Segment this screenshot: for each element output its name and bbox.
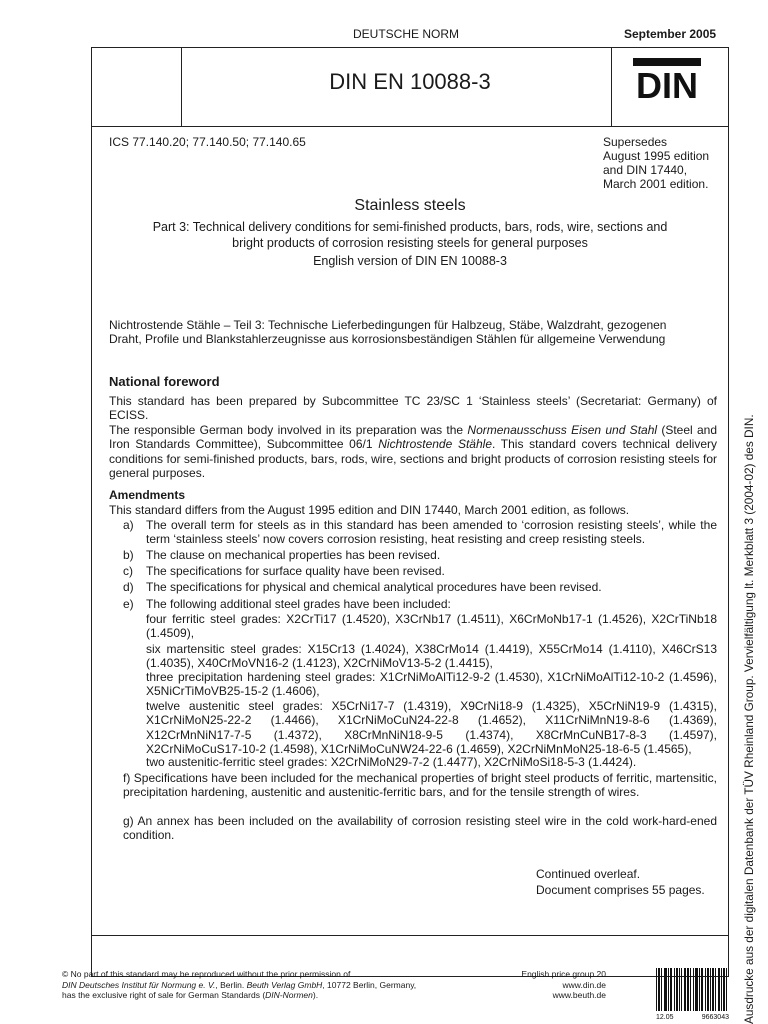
barcode-bar: [710, 968, 711, 1011]
list-text: [123, 771, 717, 800]
part-title: [91, 219, 729, 251]
barcode-bar: [658, 968, 659, 1011]
barcode-bar: [697, 968, 698, 1011]
text-run: DIN-Normen: [265, 990, 313, 1000]
barcode-bar: [684, 968, 685, 1011]
norm-label: DEUTSCHE NORM: [353, 27, 460, 41]
barcode-bar: [705, 968, 706, 1011]
barcode-bar: [708, 968, 709, 1011]
foreword-heading: National foreword: [109, 374, 220, 389]
text-run: has the exclusive right of sale for German Standards (: [62, 990, 266, 1000]
barcode-left-number: 12.05: [656, 1014, 674, 1020]
barcode-bar: [661, 968, 662, 1011]
barcode-bar: [685, 968, 686, 1011]
beuth-url[interactable]: www.beuth.de: [552, 990, 606, 1000]
list-label: e): [123, 597, 134, 611]
list-text: The specifications for physical and chemical analytical procedures have been revised.: [146, 580, 602, 594]
barcode-bar: [664, 968, 665, 1011]
divider: [92, 126, 728, 127]
din-logo-icon: [633, 58, 701, 102]
barcode-bar: [688, 968, 689, 1011]
text-run: Beuth Verlag GmbH: [246, 979, 323, 990]
part-title-line: Part 3: Technical delivery conditions for semi-finished products, bars, rods, wire, sections and: [152, 220, 668, 234]
steel-grade-group: six martensitic steel grades: X15Cr13 (1.4024), X38CrMo14 (1.4419), X55CrMo14 (1.4110), X46CrS13 (1.4035), X40CrMoVN16-2 (1.4123), X2CrNiMoV13-5-2 (1.4415),: [146, 642, 717, 671]
german-title-line: Draht, Profile und Blankstahlerzeugnisse aus korrosionsbeständigen Stählen für allgemeine Verwendung: [109, 332, 666, 346]
supersedes-line: and DIN 17440,: [603, 163, 688, 177]
barcode-bar: [681, 968, 682, 1011]
barcode: [656, 968, 729, 1020]
barcode-bar: [696, 968, 697, 1011]
barcode-bar: [670, 968, 671, 1011]
list-text: The overall term for steels as in this standard has been amended to ‘corrosion resisting steels’, while the term ‘stainless steels’ now covers corrosion resisting, heat resisting and creep resisting steels.: [146, 518, 717, 547]
barcode-bar: [695, 968, 696, 1011]
copyright-notice: [62, 969, 502, 1001]
barcode-bar: [707, 968, 708, 1011]
list-item: [109, 771, 717, 815]
barcode-bar: [723, 968, 724, 1011]
barcode-bar: [693, 968, 694, 1011]
barcode-bar: [699, 968, 700, 1011]
foreword-paragraph: [109, 423, 717, 480]
title-box: [91, 47, 729, 125]
barcode-bar: [724, 968, 725, 1011]
list-text: The clause on mechanical properties has been revised.: [146, 548, 441, 562]
english-version: English version of DIN EN 10088-3: [313, 254, 507, 268]
supersedes-line: August 1995 edition: [603, 149, 710, 163]
text-run: . This standard covers technical delivery conditions for semi-finished products, bars, rods, wire, sections and bright products of corrosion resisting steels for general purposes.: [109, 437, 717, 480]
copyright-line: [62, 980, 502, 991]
supersedes-line: March 2001 edition.: [603, 177, 709, 191]
list-text: The following additional steel grades have been included:: [146, 597, 451, 611]
barcode-right-number: 9663043: [701, 1014, 729, 1020]
barcode-bar: [666, 968, 667, 1011]
text-run: DIN Deutsches Institut für Normung e. V.: [62, 979, 216, 990]
document-number: DIN EN 10088-3: [329, 69, 491, 94]
din-url[interactable]: www.din.de: [562, 979, 606, 990]
page-count: Document comprises 55 pages.: [536, 883, 705, 897]
barcode-bar: [701, 968, 702, 1011]
barcode-bar: [659, 968, 660, 1011]
text-run: ).: [312, 990, 319, 1000]
divider: [92, 935, 728, 936]
barcode-bar: [712, 968, 713, 1011]
list-label: b): [123, 548, 134, 562]
part-title-line: bright products of corrosion resisting steels for general purposes: [232, 236, 588, 250]
price-group: English price group 20: [521, 969, 606, 979]
barcode-bar: [719, 968, 720, 1011]
german-title: [109, 318, 721, 346]
barcode-bar: [726, 968, 727, 1011]
list-item: [109, 814, 717, 844]
barcode-bar: [718, 968, 719, 1011]
text-run: Nichtrostende Stähle: [378, 437, 492, 452]
list-label: c): [123, 564, 133, 578]
issue-date: September 2005: [624, 27, 717, 41]
text-run: (Steel and Iron Standards Committee), Subcommittee 06/1: [109, 423, 717, 452]
german-title-line: Nichtrostende Stähle – Teil 3: Technische Lieferbedingungen für Halbzeug, Stäbe, Walzdraht, gezogenen: [109, 318, 667, 332]
barcode-bar: [676, 968, 677, 1011]
barcode-bar: [713, 968, 714, 1011]
text-run: An annex has been included on the availability of corrosion resisting steel wire in the cold work-hard-ened condition.: [123, 814, 717, 843]
barcode-bar: [687, 968, 688, 1011]
foreword-paragraph: This standard has been prepared by Subcommittee TC 23/SC 1 ‘Stainless steels’ (Secretariat: Germany) of ECISS.: [109, 394, 717, 423]
standard-title: Stainless steels: [354, 197, 466, 214]
text-run: , 10772 Berlin, Germany,: [322, 979, 417, 990]
price-info: [508, 969, 606, 1001]
barcode-bar: [668, 968, 669, 1011]
list-label: d): [123, 580, 134, 594]
list-label: g): [123, 814, 134, 828]
list-text: The specifications for surface quality have been revised.: [146, 564, 445, 578]
text-run: Specifications have been included for the mechanical properties of bright steel products of ferritic, martensitic, precipitation hardening, austenitic and austenitic-ferritic bars, and for the tensile strength of wires.: [123, 771, 717, 800]
barcode-bar: [674, 968, 675, 1011]
copyright-line: [62, 990, 502, 1001]
list-text: [123, 814, 717, 843]
amendments-heading: Amendments: [109, 488, 186, 502]
ics-codes: ICS 77.140.20; 77.140.50; 77.140.65: [109, 135, 306, 149]
barcode-bar: [715, 968, 716, 1011]
barcode-bar: [665, 968, 666, 1011]
copyright-line: © No part of this standard may be reproduced without the prior permission of: [62, 969, 351, 979]
barcode-bar: [656, 968, 657, 1011]
side-note: Ausdrucke aus der digitalen Datenbank der TÜV Rheinland Group. Vervielfältigung lt. Merkblatt 3 (2004-02) des DIN.: [742, 414, 756, 1024]
supersedes-block: [603, 135, 709, 191]
list-label: a): [123, 518, 134, 532]
steel-grade-group: three precipitation hardening steel grades: X1CrNiMoAlTi12-9-2 (1.4530), X1CrNiMoAlTi12-10-2 (1.4596), X5NiCrTiMoVB25-15-2 (1.4606),: [146, 670, 717, 699]
list-label: f): [123, 771, 131, 785]
amendments-intro: This standard differs from the August 1995 edition and DIN 17440, March 2001 edition, as follows.: [109, 503, 630, 517]
logo-text: DIN: [636, 65, 698, 102]
text-run: The responsible German body involved in its preparation was the: [109, 423, 468, 437]
barcode-bar: [679, 968, 680, 1011]
steel-grade-group: two austenitic-ferritic steel grades: X2CrNiMoN29-7-2 (1.4477), X2CrNiMoSi18-5-3 (1.4424).: [146, 755, 637, 769]
steel-grade-group: twelve austenitic steel grades: X5CrNi17-7 (1.4319), X9CrNi18-9 (1.4325), X5CrNiN19-9 (1.4315), X1CrNiMoN25-22-2 (1.4466), X1CrNiMoCuN24-22-8 (1.4652), X11CrNiMnN19-8-6 (1.4369), X12CrMnNiN17-7-5 (1.4372), X8CrMnNiN18-9-5 (1.4374), X8CrMnCuNB17-8-3 (1.4597), X2CrNiMoCuS17-10-2 (1.4598), X1CrNiMoCuNW24-22-6 (1.4659), X2CrNiMnMoN25-18-6-5 (1.4565),: [146, 699, 717, 756]
continued-note: Continued overleaf.: [536, 867, 641, 881]
barcode-bar: [702, 968, 703, 1011]
barcode-bar: [690, 968, 691, 1011]
barcode-bar: [721, 968, 722, 1011]
steel-grade-group: four ferritic steel grades: X2CrTi17 (1.4520), X3CrNb17 (1.4511), X6CrMoNb17-1 (1.4526), X2CrTiNb18 (1.4509),: [146, 612, 717, 641]
barcode-bar: [677, 968, 678, 1011]
supersedes-line: Supersedes: [603, 135, 668, 149]
text-run: , Berlin.: [215, 979, 247, 990]
text-run: Normenausschuss Eisen und Stahl: [467, 423, 658, 437]
barcode-bar: [671, 968, 672, 1011]
